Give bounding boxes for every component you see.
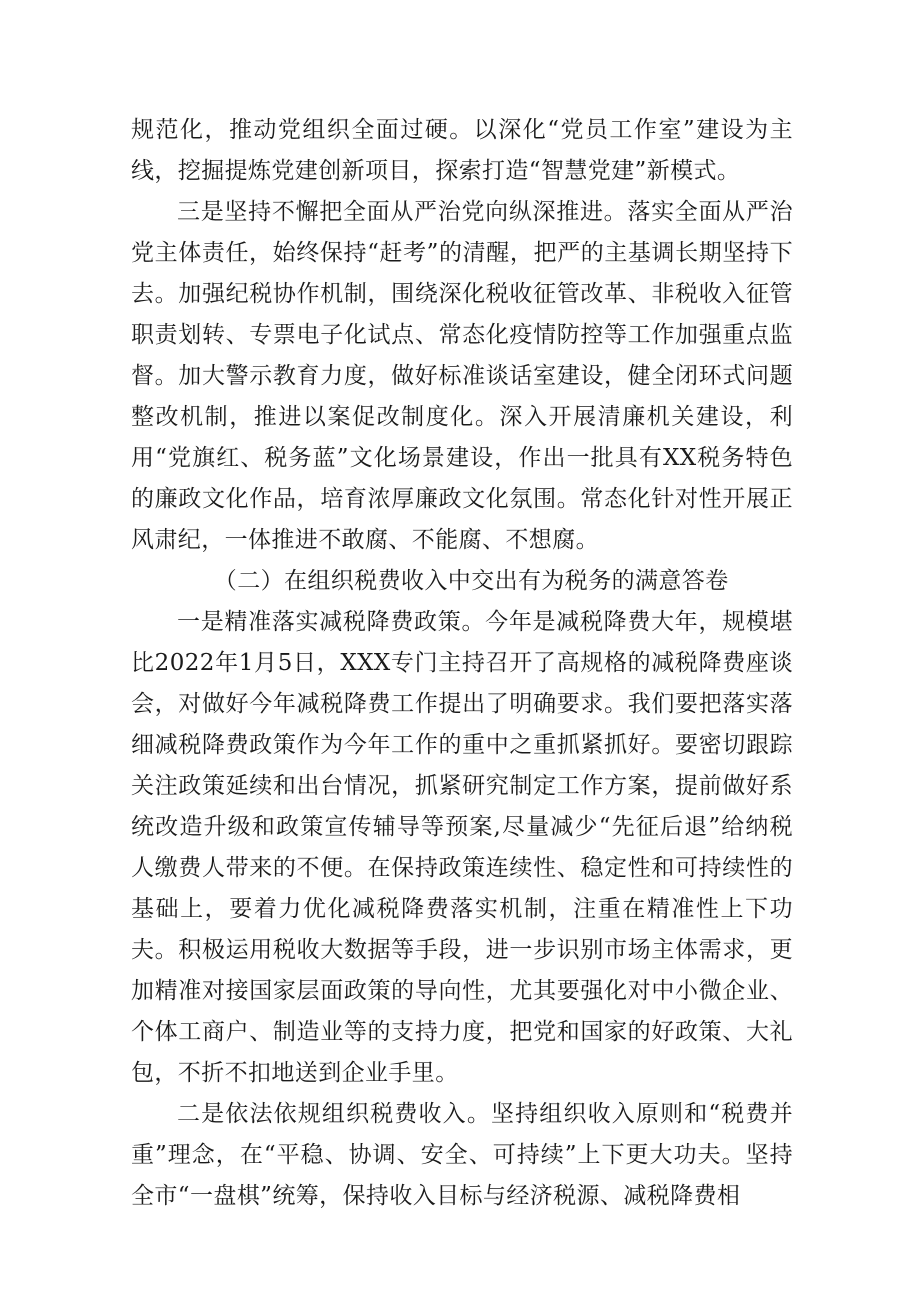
paragraph-continuation: 规范化，推动党组织全面过硬。以深化“党员工作室”建设为主线，挖掘提炼党建创新项目，探索打造“智慧党建”新模式。 — [131, 117, 793, 184]
paragraph-point-one: 一是精准落实减税降费政策。今年是减税降费大年，规模堪比2022年1月5日，XXX专门主持召开了高规格的减税降费座谈会，对做好今年减税降费工作提出了明确要求。我们要把落实落细减税降费政策作为今年工作的重中之重抓紧抓好。要密切跟踪关注政策延续和出台情况，抓紧研究制定工作方案，提前做好系统改造升级和政策宣传辅导等预案,尽量减少“先征后退”给纳税人缴费人带来的不便。在保持政策连续性、稳定性和可持续性的基础上，要着力优化减税降费落实机制，注重在精准性上下功夫。积极运用税收大数据等手段，进一步识别市场主体需求，更加精准对接国家层面政策的导向性，尤其要强化对中小微企业、个体工商户、制造业等的支持力度，把党和国家的好政策、大礼包，不折不扣地送到企业手里。 — [131, 609, 793, 1086]
paragraph-point-three: 三是坚持不懈把全面从严治党向纵深推进。落实全面从严治党主体责任，始终保持“赶考”的清醒，把严的主基调长期坚持下去。加强纪税协作机制，围绕深化税收征管改革、非税收入征管职责划转、专票电子化试点、常态化疫情防控等工作加强重点监督。加大警示教育力度，做好标准谈话室建设，健全闭环式问题整改机制，推进以案促改制度化。深入开展清廉机关建设，利用“党旗红、税务蓝”文化场景建设，作出一批具有XX税务特色的廉政文化作品，培育浓厚廉政文化氛围。常态化针对性开展正风肃纪，一体推进不敢腐、不能腐、不想腐。 — [131, 199, 793, 553]
section-heading: （二）在组织税费收入中交出有为税务的满意答卷 — [213, 568, 729, 594]
paragraph-point-two: 二是依法依规组织税费收入。坚持组织收入原则和“税费并重”理念，在“平稳、协调、安全、可持续”上下更大功夫。坚持全市“一盘棋”统筹，保持收入目标与经济税源、减税降费相 — [131, 1101, 793, 1209]
document-body — [131, 110, 793, 1217]
